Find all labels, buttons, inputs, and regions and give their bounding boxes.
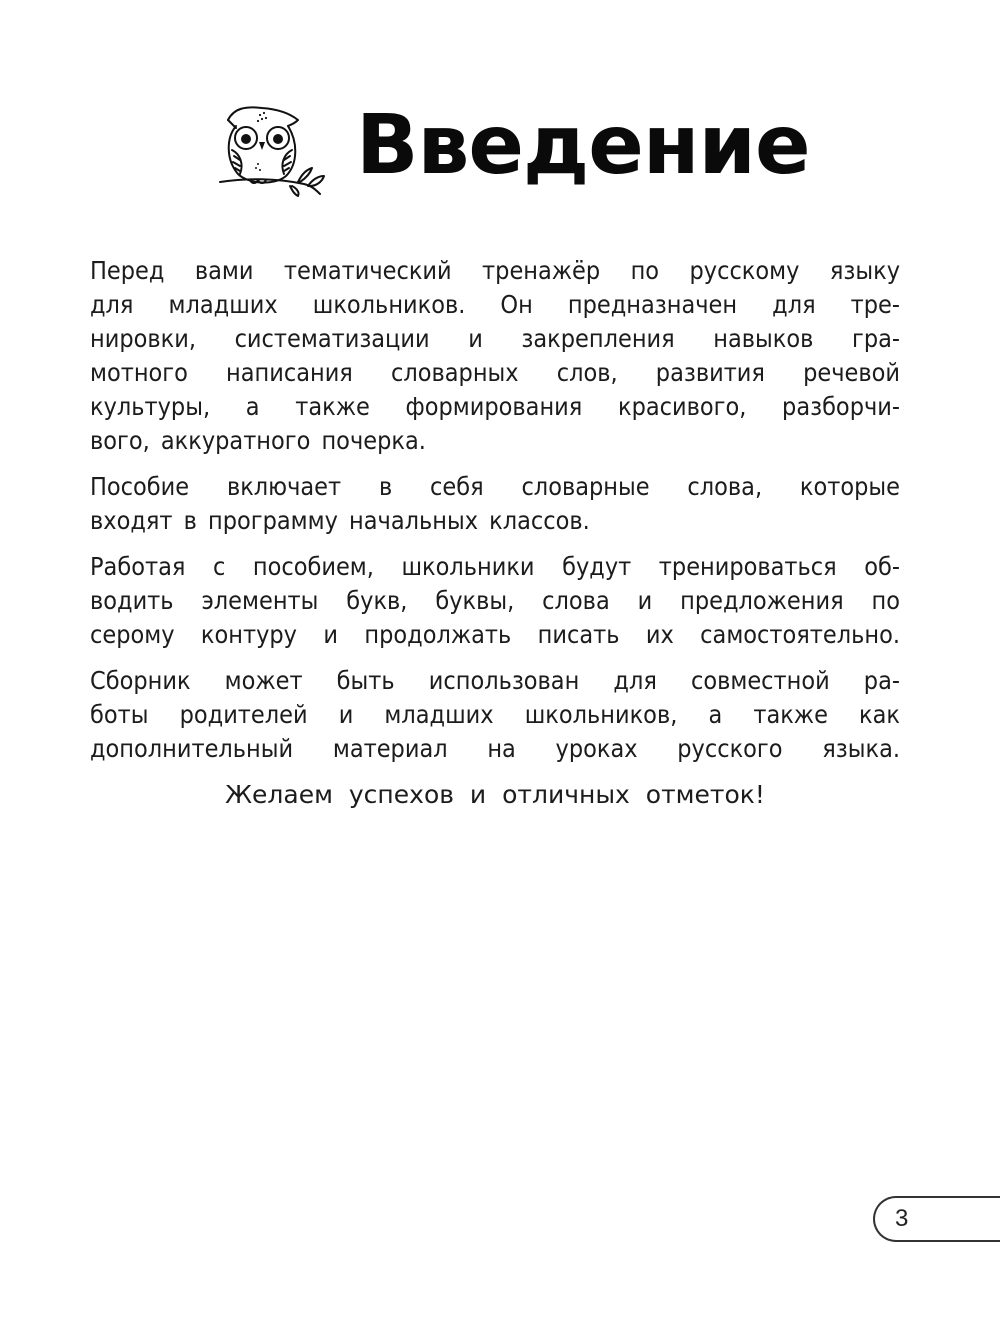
page-number: 3 — [895, 1205, 909, 1232]
text-line: Работая с пособием, школьники будут тренироваться об- — [90, 552, 900, 581]
paragraph — [90, 254, 900, 458]
text-line: Пособие включает в себя словарные слова, которые — [90, 472, 900, 501]
text-line: входят в программу начальных классов. — [90, 506, 590, 535]
paragraph — [90, 470, 900, 538]
text-line: культуры, а также формирования красивого, разборчи- — [90, 392, 900, 421]
text-line: мотного написания словарных слов, развития речевой — [90, 358, 900, 387]
text-line: для младших школьников. Он предназначен для тре- — [90, 290, 900, 319]
page-number-tab — [873, 1196, 1000, 1242]
text-line: водить элементы букв, буквы, слова и предложения по — [90, 586, 900, 615]
text-line: серому контуру и продолжать писать их самостоятельно. — [90, 620, 900, 649]
introduction-body — [90, 254, 900, 812]
page-header — [216, 98, 810, 198]
paragraph — [90, 664, 900, 766]
text-line: Перед вами тематический тренажёр по русскому языку — [90, 256, 900, 285]
closing-wish: Желаем успехов и отличных отметок! — [225, 780, 765, 809]
text-line: вого, аккуратного почерка. — [90, 426, 426, 455]
paragraph — [90, 550, 900, 652]
text-line: боты родителей и младших школьников, а также как — [90, 700, 900, 729]
text-line: дополнительный материал на уроках русского языка. — [90, 734, 900, 763]
owl-on-branch-icon — [216, 98, 328, 198]
text-line: нировки, систематизации и закрепления навыков гра- — [90, 324, 900, 353]
text-line: Сборник может быть использован для совместной ра- — [90, 666, 900, 695]
page-title: Введение — [356, 98, 810, 193]
